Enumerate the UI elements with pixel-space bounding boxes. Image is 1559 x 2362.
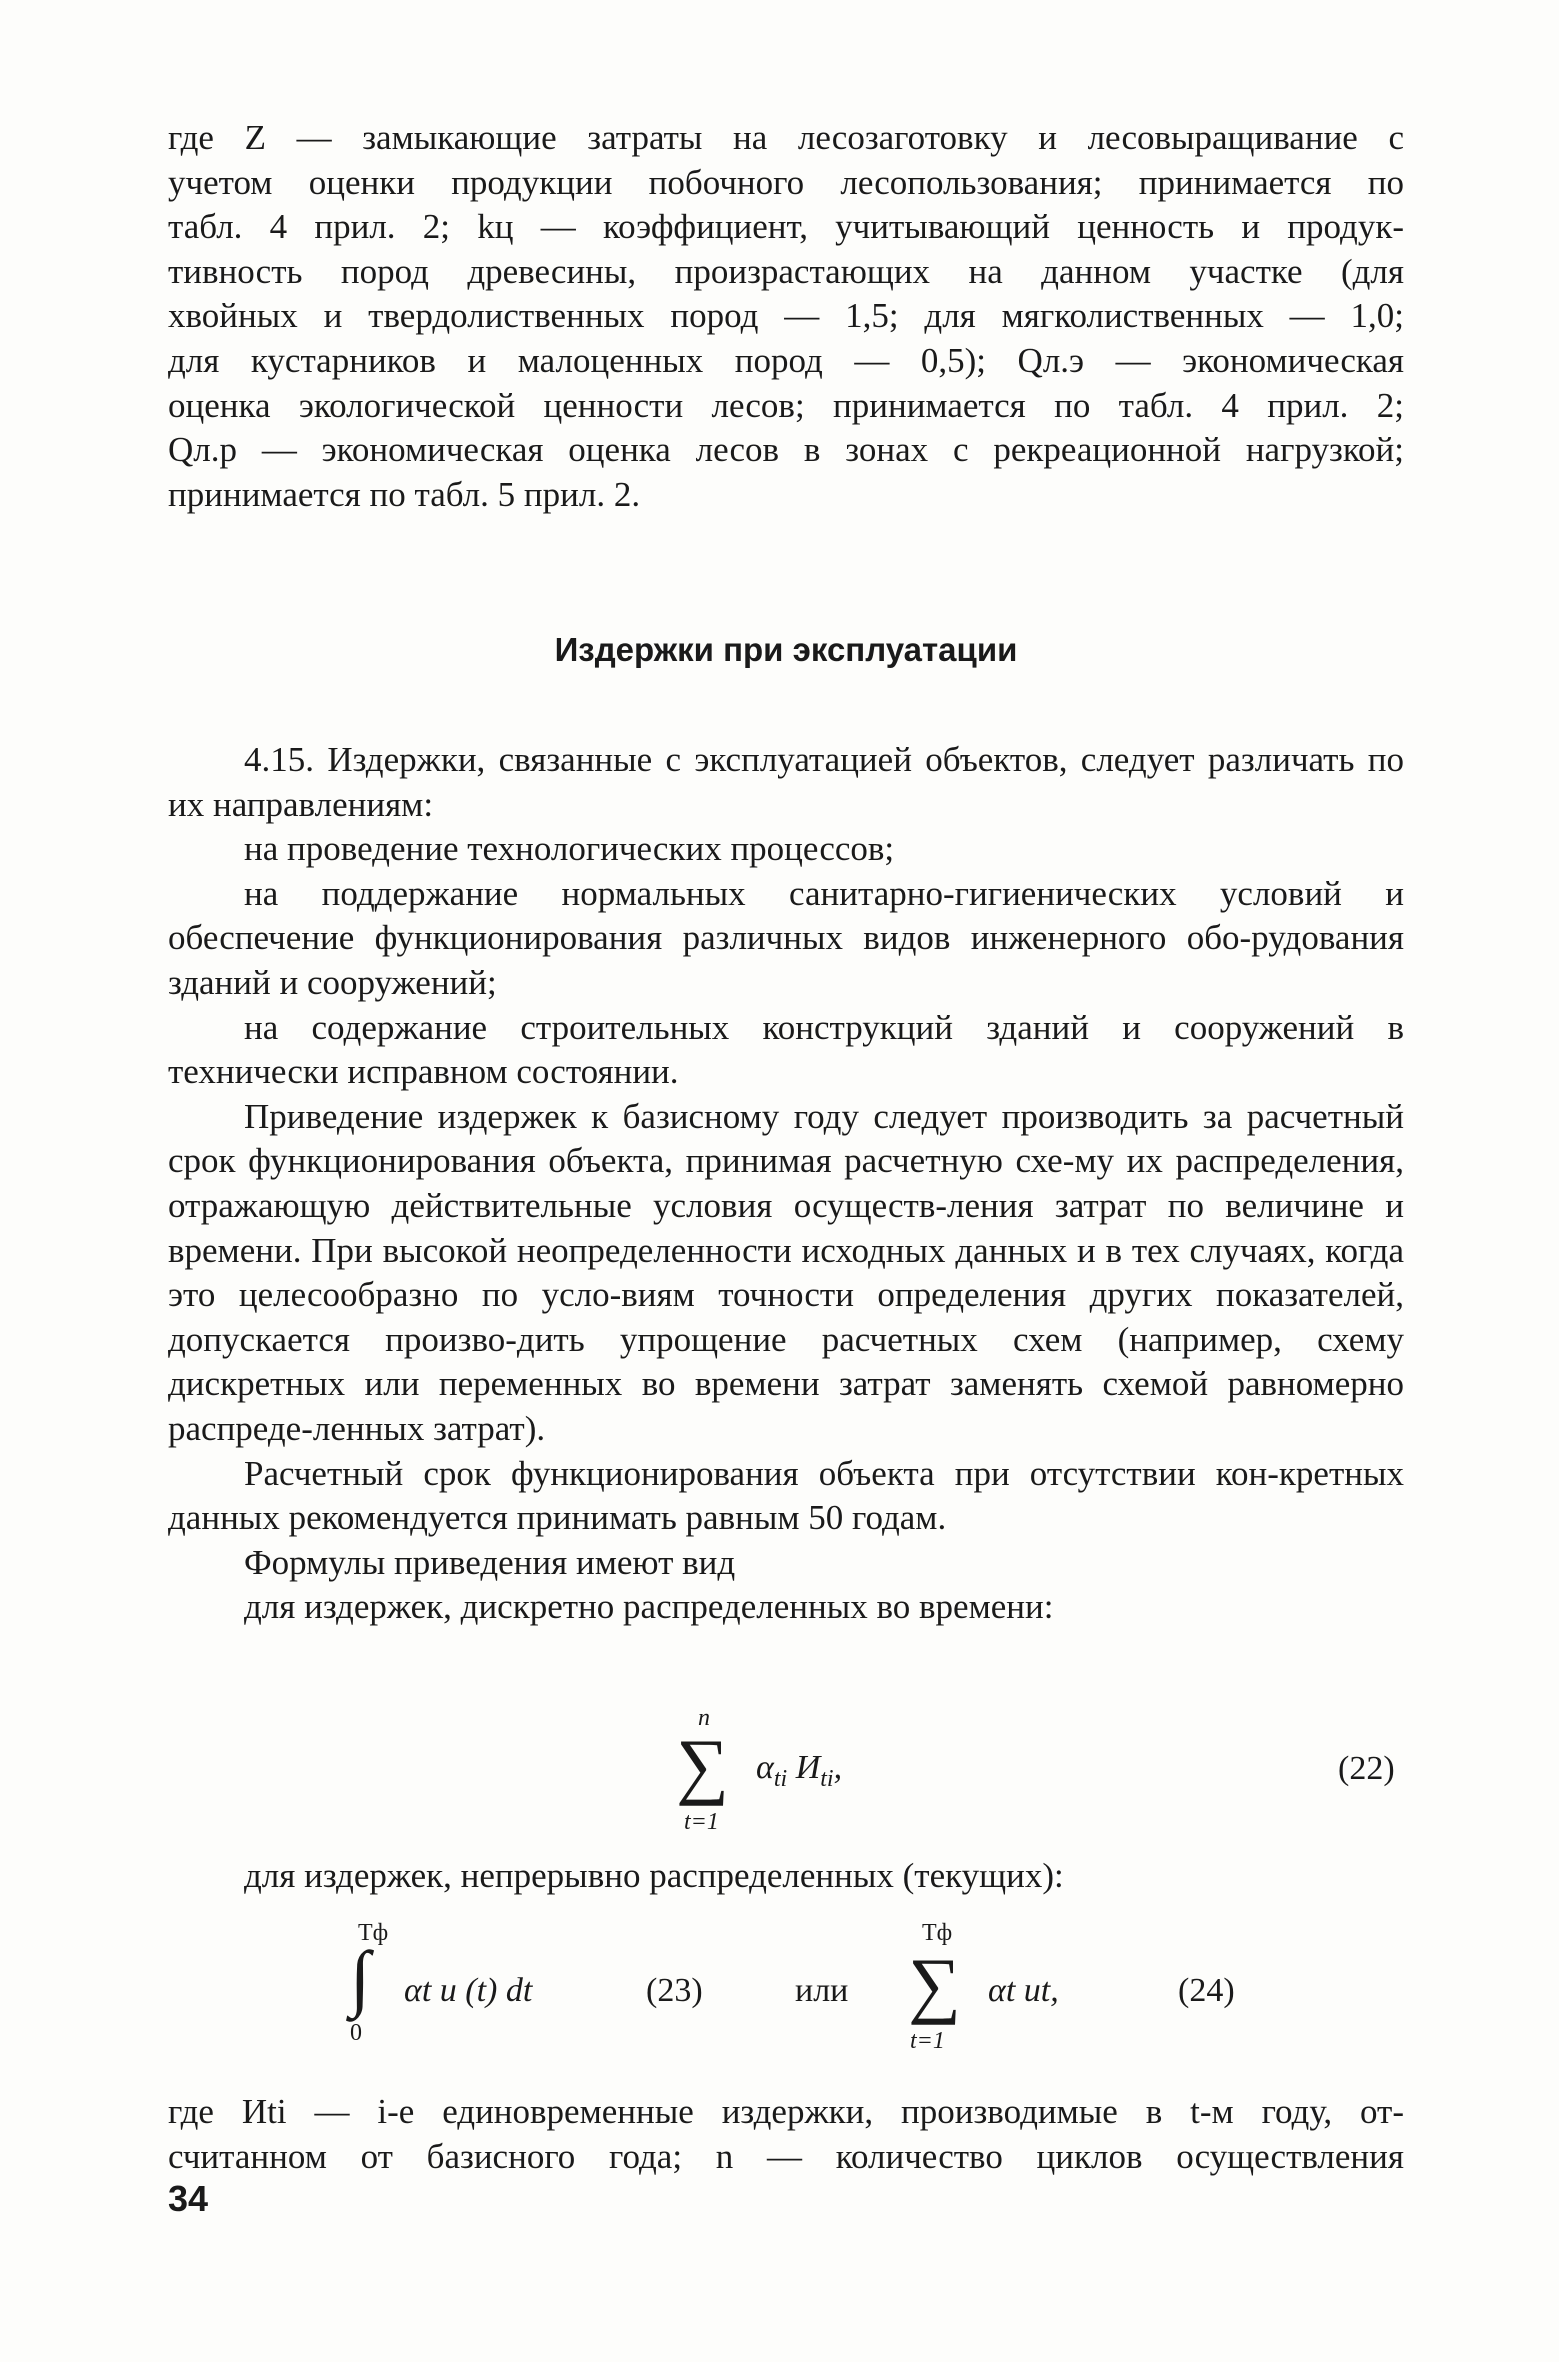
cost-symbol: И [795,1749,821,1786]
paragraph-continuous: для издержек, непрерывно распределенных (текущих): [244,1856,1064,1895]
paragraph-reduction: Приведение издержек к базисному году следует производить за расчетный срок функционирования объекта, принимая расчетную схе-му их распределения, отражающую действительные условия осуществ-ления затрат по величине и времени. При высокой неопределенности исходных данных и в тех случаях, когда это целесообразно по усло-виям точности определения других показателей, допускается произво-дить упрощение расчетных схем (например, схему дискретных или переменных во времени затрат заменять схемой равномерно распреде-ленных затрат). [168,1096,1404,1448]
equation-number-24: (24) [1178,1972,1235,2009]
paragraph-formulas-intro: Формулы приведения имеют вид [244,1542,736,1582]
intro-line-5: хвойных и твердолиственных пород — 1,5; для мягколиственных — 1,0; [168,296,1404,336]
intro-line-6: для кустарников и малоценных пород — 0,5); Qл.э — экономическая [168,340,1404,380]
sum-24-lower-limit: t=1 [910,2028,945,2054]
closing-paragraph [168,2090,1404,2179]
sum-upper-limit: n [698,1705,710,1731]
formula-22-body [756,1749,842,1793]
formula-23-body: αt u (t) dt [404,1972,533,2009]
section-body [168,738,1404,1630]
cost-subscript: ti [820,1765,834,1792]
formula-24-body: αt ut, [988,1972,1059,2009]
intro-line-8: Qл.р — экономическая оценка лесов в зонах с рекреационной нагрузкой; [168,430,1404,470]
integral-lower-limit: 0 [350,2020,362,2046]
intro-line-4: тивность пород древесины, произрастающих на данном участке (для [168,251,1404,291]
list-item-2: на поддержание нормальных санитарно-гигиенических условий и обеспечение функционирования различных видов инженерного обо-рудования зданий и сооружений; [168,873,1404,1002]
connector-word: или [795,1972,849,2009]
paragraph-discrete: для издержек, дискретно распределенных во времени: [244,1587,1054,1627]
intro-line-2: учетом оценки продукции побочного лесопользования; принимается по [168,162,1404,202]
paragraph-term: Расчетный срок функционирования объекта при отсутствии кон-кретных данных рекомендуется принимать равным 50 годам. [168,1453,1404,1538]
section-heading: Издержки при эксплуатации [554,631,1018,668]
list-item-1: на проведение технологических процессов; [244,829,895,869]
equation-number-22: (22) [1338,1750,1395,1787]
integral-symbol: ∫ [350,1937,371,2019]
paragraph-4-15: 4.15. Издержки, связанные с эксплуатацией объектов, следует различать по их направлениям: [168,740,1404,824]
formula-22-comma: , [833,1749,843,1786]
equation-number-23: (23) [646,1972,703,2009]
sum-lower-limit: t=1 [684,1809,719,1835]
sum-24-upper-limit: Tф [922,1920,953,1946]
list-item-3: на содержание строительных конструкций зданий и сооружений в технически исправном состоянии. [168,1007,1404,1092]
continuous-intro [168,1854,1404,1899]
closing-line-1: где Иti — i-е единовременные издержки, производимые в t-м году, от- [168,2092,1404,2131]
alpha-symbol: α [756,1749,774,1786]
integral-upper-limit: Tф [358,1920,389,1946]
intro-line-1: где Z — замыкающие затраты на лесозаготовку и лесовыращивание с [168,118,1404,157]
closing-line-2: считанном от базисного года; n — количество циклов осуществления [168,2136,1404,2176]
intro-line-9: принимается по табл. 5 прил. 2. [168,474,641,514]
intro-paragraph [168,116,1404,517]
intro-line-3: табл. 4 прил. 2; kц — коэффициент, учитывающий ценность и продук- [168,207,1404,247]
sigma-symbol: ∑ [676,1725,729,1807]
alpha-subscript: ti [773,1765,788,1792]
intro-line-7: оценка экологической ценности лесов; принимается по табл. 4 прил. 2; [168,385,1404,425]
sigma-24-symbol: ∑ [908,1944,961,2026]
page-number: 34 [168,2178,209,2219]
